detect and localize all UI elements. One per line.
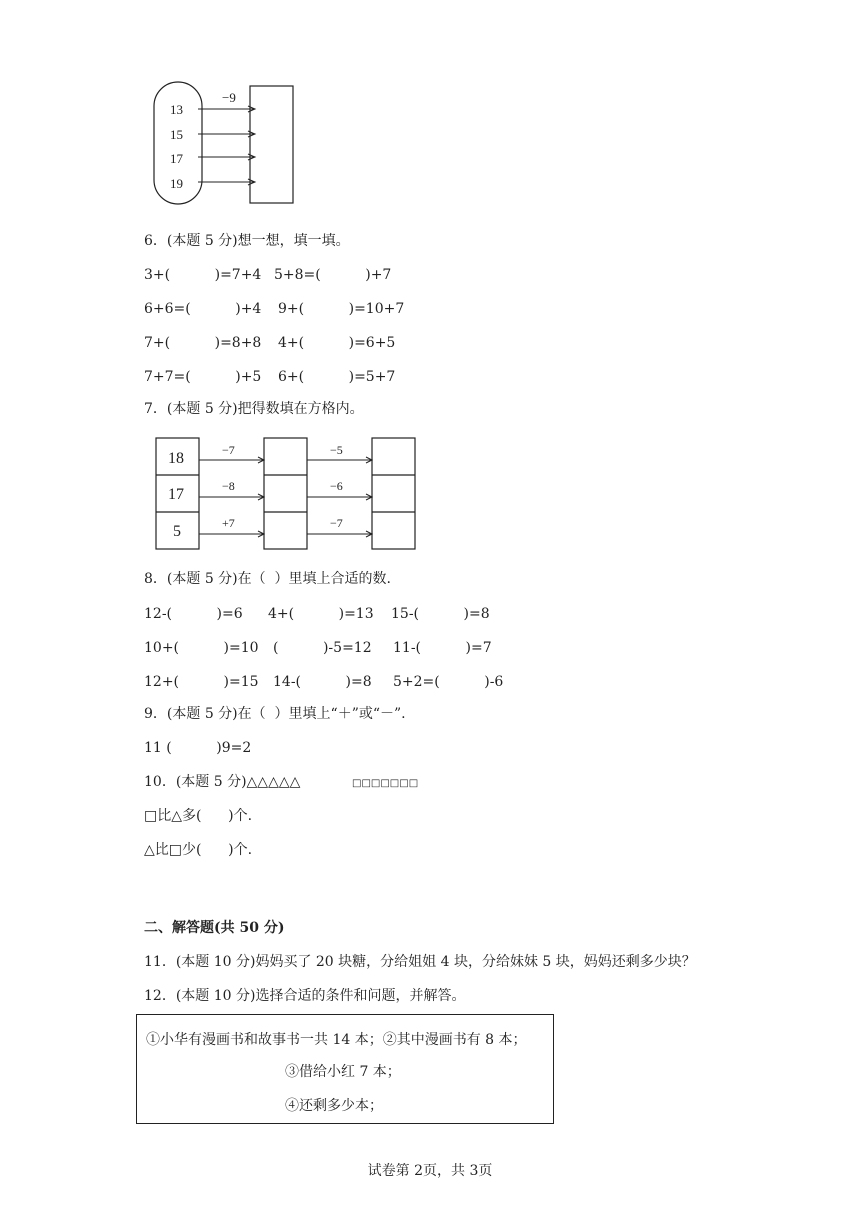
input-13 bbox=[170, 102, 255, 117]
svg-text:−7: −7 bbox=[222, 443, 235, 457]
q6-r4-b: 6+( )=5+7 bbox=[278, 369, 396, 385]
condition-line-3: ④还剩多少本； bbox=[285, 1098, 383, 1114]
q9-line: 11 ( )9=2 bbox=[144, 740, 252, 756]
start-5: 5 bbox=[173, 523, 181, 540]
q6-r3-a: 7+( )=8+8 bbox=[144, 335, 262, 351]
operation-label: −9 bbox=[222, 90, 236, 105]
svg-text:−7: −7 bbox=[330, 516, 343, 530]
arrows-row-2 bbox=[199, 479, 372, 500]
svg-text:−6: −6 bbox=[330, 479, 343, 493]
q8-r3-a: 12+( )=15 bbox=[144, 674, 259, 690]
q12-text: 12．(本题 10 分)选择合适的条件和问题，并解答。 bbox=[144, 988, 466, 1004]
start-17: 17 bbox=[168, 486, 184, 503]
section-title: 二、解答题(共 50 分) bbox=[144, 920, 285, 936]
q8-r1-a: 12-( )=6 bbox=[144, 606, 243, 622]
q10-title: 10．(本题 5 分)△△△△△ bbox=[144, 774, 301, 790]
input-19 bbox=[170, 176, 255, 191]
result-column-2 bbox=[372, 438, 415, 549]
q8-r3-b: 14-( )=8 bbox=[273, 674, 372, 690]
input-17 bbox=[170, 151, 255, 166]
svg-text:+7: +7 bbox=[222, 516, 235, 530]
svg-text:−5: −5 bbox=[330, 443, 343, 457]
q6-r1-a: 3+( )=7+4 bbox=[144, 267, 262, 283]
output-box bbox=[250, 86, 293, 203]
q6-r1-b: 5+8=( )+7 bbox=[274, 267, 392, 283]
q8-r2-b: ( )-5=12 bbox=[273, 640, 372, 656]
condition-line-2: ③借给小红 7 本； bbox=[285, 1064, 401, 1080]
q6-r3-b: 4+( )=6+5 bbox=[278, 335, 396, 351]
arrows-row-1 bbox=[199, 443, 372, 463]
calc-chain-diagram bbox=[154, 436, 418, 552]
q8-title: 8．(本题 5 分)在（ ）里填上合适的数. bbox=[144, 571, 391, 587]
q9-title: 9．(本题 5 分)在（ ）里填上“＋”或“－”. bbox=[144, 706, 406, 722]
q8-r2-a: 10+( )=10 bbox=[144, 640, 259, 656]
q8-r1-c: 15-( )=8 bbox=[391, 606, 490, 622]
q10-line2: △比□少( )个. bbox=[144, 842, 253, 858]
svg-text:13: 13 bbox=[170, 102, 183, 117]
svg-text:17: 17 bbox=[170, 151, 183, 166]
condition-line-1: ①小华有漫画书和故事书一共 14 本；②其中漫画书有 8 本； bbox=[146, 1032, 527, 1048]
conditions-box bbox=[136, 1014, 554, 1124]
q11-text: 11．(本题 10 分)妈妈买了 20 块糖，分给姐姐 4 块，分给妹妹 5 块，妈妈还剩多少块？ bbox=[144, 954, 696, 970]
q6-r2-a: 6+6=( )+4 bbox=[144, 301, 262, 317]
q10-line1: □比△多( )个. bbox=[144, 808, 253, 824]
q8-r1-b: 4+( )=13 bbox=[268, 606, 374, 622]
page-footer: 试卷第 2页，共 3页 bbox=[367, 1163, 493, 1179]
svg-text:19: 19 bbox=[170, 176, 183, 191]
q10-squares: □□□□□□□ bbox=[352, 778, 419, 789]
q6-r4-a: 7+7=( )+5 bbox=[144, 369, 262, 385]
start-18: 18 bbox=[168, 450, 184, 467]
q6-title: 6．(本题 5 分)想一想，填一填。 bbox=[144, 233, 350, 249]
svg-text:−8: −8 bbox=[222, 479, 235, 493]
q8-r3-c: 5+2=( )-6 bbox=[393, 674, 504, 690]
input-15 bbox=[170, 127, 255, 142]
q8-r2-c: 11-( )=7 bbox=[393, 640, 492, 656]
q6-r2-b: 9+( )=10+7 bbox=[278, 301, 405, 317]
result-column-1 bbox=[264, 438, 307, 549]
q7-title: 7．(本题 5 分)把得数填在方格内。 bbox=[144, 401, 364, 417]
arrows-row-3 bbox=[199, 516, 372, 537]
mapping-diagram bbox=[150, 78, 300, 208]
svg-text:15: 15 bbox=[170, 127, 183, 142]
